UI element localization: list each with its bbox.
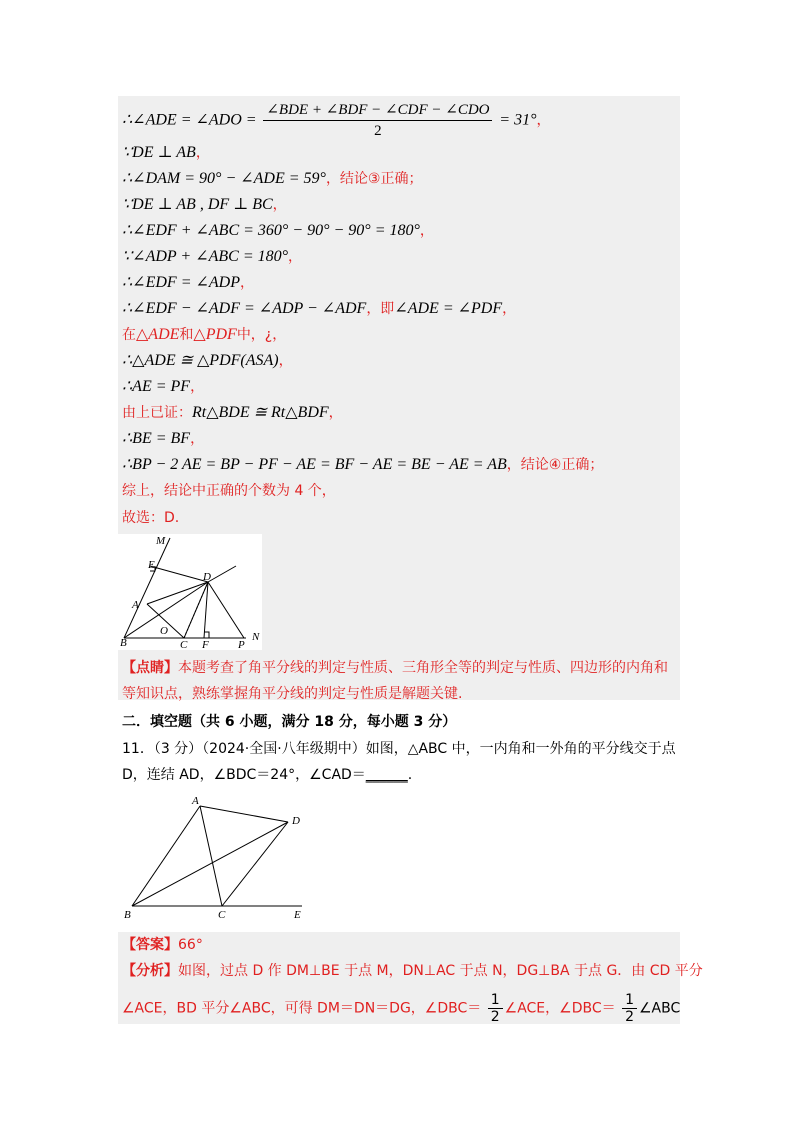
eq-tail: ， — [190, 431, 205, 447]
question-end: . — [407, 767, 413, 783]
eq-tail: ， — [190, 379, 205, 395]
label-F: F — [202, 639, 209, 650]
geometry-figure-2 — [120, 794, 310, 922]
fraction — [263, 100, 492, 141]
label-E: E — [148, 559, 155, 571]
eq-tail: ，结论③正确； — [325, 171, 423, 187]
question-text: D，连结 AD，∠BDC＝24°，∠CAD＝ — [122, 767, 366, 783]
solution-line-4 — [122, 194, 287, 215]
geometry-figure-1 — [118, 534, 262, 650]
eq: ∠ADE = ∠PDF — [394, 300, 503, 317]
question-line-1: 11．（3 分）（2024·全国·八年级期中）如图，△ABC 中，一内角和一外角的平分线交于点 — [122, 741, 676, 757]
solution-line-2 — [122, 142, 210, 163]
eq: ∵∠ADP + ∠ABC = 180° — [122, 248, 289, 265]
solution-line-6 — [122, 246, 302, 267]
analysis-text: 如图，过点 D 作 DM⊥BE 于点 M，DN⊥AC 于点 N，DG⊥BA 于点 G．由 CD 平分 — [178, 963, 703, 979]
eq: ∵DE ⊥ AB , DF ⊥ BC — [122, 196, 273, 213]
label-D: D — [203, 571, 211, 583]
fraction-denominator: 2 — [490, 1009, 500, 1025]
label-O: O — [160, 625, 168, 637]
eq-tail: ， — [419, 223, 434, 239]
answer-label: 【答案】 — [122, 937, 178, 953]
solution-line-3 — [122, 168, 423, 189]
label-N: N — [252, 631, 260, 643]
analysis-text: ∠ACE，BD 平分∠ABC，可得 DM＝DN＝DG，∠DBC＝ — [122, 1000, 482, 1017]
eq: ∵DE ⊥ AB — [122, 144, 196, 161]
fraction-numerator: ∠BDE + ∠BDF − ∠CDF − ∠CDO — [263, 100, 492, 121]
text: 在 — [122, 327, 136, 343]
eq-tail: ， — [536, 112, 551, 129]
label-A: A — [192, 795, 199, 807]
fraction-denominator: 2 — [625, 1009, 634, 1025]
section-title: 二．填空题（共 6 小题，满分 18 分，每小题 3 分） — [122, 714, 457, 730]
text: 由上已证： — [122, 405, 192, 421]
eq-tail: ， — [278, 353, 293, 369]
fraction-numerator: 1 — [622, 992, 637, 1009]
eq-tail: ，结论④正确； — [506, 457, 604, 473]
analysis-line-2 — [122, 992, 680, 1025]
eq: ∴BP − 2 AE = BP − PF − AE = BF − AE = BE − AE = AB — [122, 456, 507, 473]
fraction — [622, 992, 637, 1025]
solution-line-10 — [122, 350, 293, 371]
eq-tail: ， — [502, 301, 517, 317]
eq-tail: ， — [272, 197, 287, 213]
eq: ∴AE = PF — [122, 378, 191, 395]
eq: ∴∠EDF − ∠ADF = ∠ADP − ∠ADF — [122, 300, 367, 317]
label-M: M — [156, 535, 166, 547]
solution-line-14 — [122, 454, 603, 475]
label-P: P — [238, 639, 245, 650]
label-A: A — [132, 599, 139, 611]
comment-line-1 — [122, 658, 668, 678]
question-line-2 — [122, 765, 412, 785]
solution-line-12 — [122, 402, 343, 423]
eq: △ADE — [136, 326, 180, 343]
fraction — [488, 992, 503, 1025]
eq-tail: ， — [195, 145, 210, 161]
text: 和 — [179, 327, 194, 343]
eq: ∴∠EDF + ∠ABC = 360° − 90° − 90° = 180° — [122, 222, 420, 239]
fraction-numerator: 1 — [488, 992, 503, 1009]
label-E: E — [294, 909, 301, 921]
eq-pre: ∴∠ADE = ∠ADO = — [122, 111, 257, 129]
solution-line-16: 故选：D. — [122, 510, 180, 526]
solution-line-7 — [122, 272, 254, 293]
answer-line — [122, 935, 203, 955]
comment-label: 【点睛】 — [122, 660, 178, 676]
fraction-denominator: 2 — [374, 123, 382, 139]
solution-line-5 — [122, 220, 434, 241]
analysis-label: 【分析】 — [122, 963, 178, 979]
eq: △PDF — [193, 326, 237, 343]
eq-tail: ， — [240, 275, 254, 291]
eq: ∴△ADE ≅ △PDF(ASA) — [122, 352, 279, 369]
solution-line-9 — [122, 324, 286, 345]
label-B: B — [124, 909, 131, 921]
answer-value: 66° — [178, 937, 203, 953]
eq-tail: ， — [328, 405, 343, 421]
label-D: D — [292, 815, 300, 827]
comment-line-2: 等知识点，熟练掌握角平分线的判定与性质是解题关键. — [122, 686, 463, 702]
eq-tail: ， — [288, 249, 303, 265]
analysis-text: ∠ACE，∠DBC＝ — [504, 1000, 616, 1017]
eq: ∴∠DAM = 90° − ∠ADE = 59° — [122, 170, 326, 187]
eq-mid: ，即 — [366, 301, 395, 317]
eq: Rt△BDE ≅ Rt△BDF — [192, 404, 329, 421]
solution-line-11 — [122, 376, 204, 397]
eq-post: = 31° — [499, 111, 537, 129]
label-C: C — [180, 639, 188, 650]
eq: ∴BE = BF — [122, 430, 191, 447]
analysis-text: ∠ABC — [638, 1000, 681, 1017]
analysis-line-1 — [122, 961, 703, 981]
solution-line-15: 综上，结论中正确的个数为 4 个， — [122, 483, 336, 499]
solution-line-8 — [122, 298, 516, 319]
eq: ∴∠EDF = ∠ADP — [122, 274, 240, 291]
text: 中，¿， — [236, 327, 287, 343]
label-B: B — [120, 637, 127, 649]
solution-line-1 — [122, 100, 550, 141]
solution-line-13 — [122, 428, 204, 449]
label-C: C — [218, 909, 226, 921]
answer-blank: ______ — [365, 767, 408, 783]
comment-text: 本题考查了角平分线的判定与性质、三角形全等的判定与性质、四边形的内角和 — [178, 660, 668, 676]
